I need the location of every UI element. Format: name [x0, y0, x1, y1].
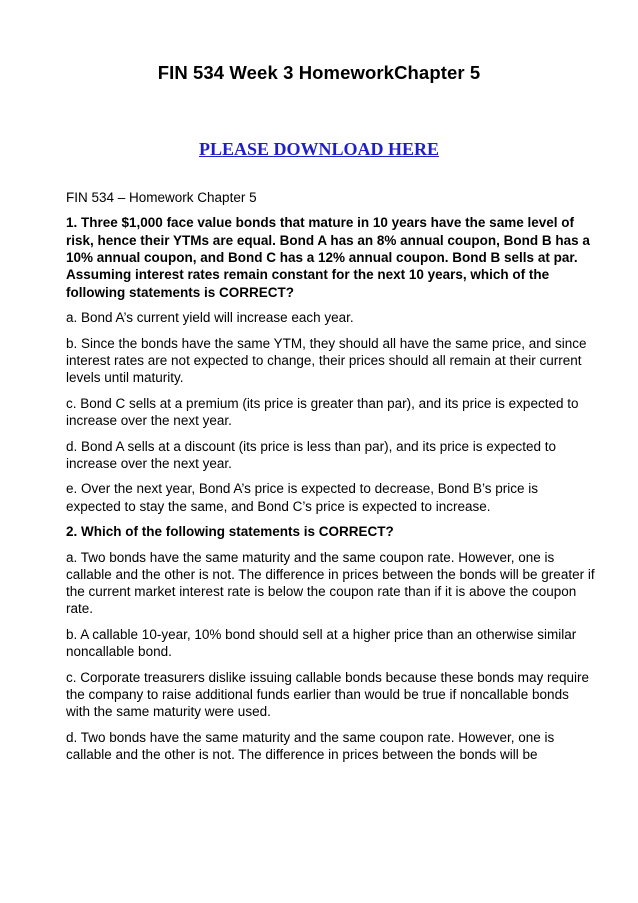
document-body — [66, 189, 596, 772]
page-title: FIN 534 Week 3 HomeworkChapter 5 — [157, 62, 481, 83]
download-link[interactable]: PLEASE DOWNLOAD HERE — [198, 139, 440, 159]
question-2: 2. Which of the following statements is CORRECT? — [66, 524, 394, 540]
q1-option-d: d. Bond A sells at a discount (its price is less than par), and its price is expected to increase over the next year. — [66, 438, 557, 471]
q1-option-c: c. Bond C sells at a premium (its price is greater than par), and its price is expected to increase over the next year. — [66, 395, 579, 429]
q1-option-e: e. Over the next year, Bond A’s price is expected to decrease, Bond B’s price is expected to stay the same, and Bond C’s price is expected to increase. — [66, 481, 539, 514]
document-subtitle: FIN 534 – Homework Chapter 5 — [66, 190, 257, 205]
question-1: 1. Three $1,000 face value bonds that mature in 10 years have the same level of risk, hence their YTMs are equal. Bond A has an 8% annual coupon, Bond B has a 10% annual coupon, and Bond C has a 12% annual coupon. Bond B sells at par. Assuming interest rates remain constant for the next 10 years, which of the following statements is CORRECT? — [66, 215, 590, 300]
q1-option-a: a. Bond A’s current yield will increase each year. — [66, 310, 354, 326]
q2-option-a: a. Two bonds have the same maturity and the same coupon rate. However, one is callable and the other is not. The difference in prices between the bonds will be greater if the current market interest rate is below the coupon rate than if it is above the coupon rate. — [66, 549, 595, 617]
q2-option-b: b. A callable 10-year, 10% bond should sell at a higher price than an otherwise similar noncallable bond. — [66, 626, 577, 660]
q2-option-c: c. Corporate treasurers dislike issuing callable bonds because these bonds may require the company to raise additional funds earlier than would be true if noncallable bonds with the same maturity were used. — [66, 669, 590, 720]
q2-option-d: d. Two bonds have the same maturity and the same coupon rate. However, one is callable and the other is not. The difference in prices between the bonds will be — [66, 729, 555, 763]
q1-option-b: b. Since the bonds have the same YTM, they should all have the same price, and since interest rates are not expected to change, their prices should all remain at their current levels until maturity. — [66, 335, 587, 386]
